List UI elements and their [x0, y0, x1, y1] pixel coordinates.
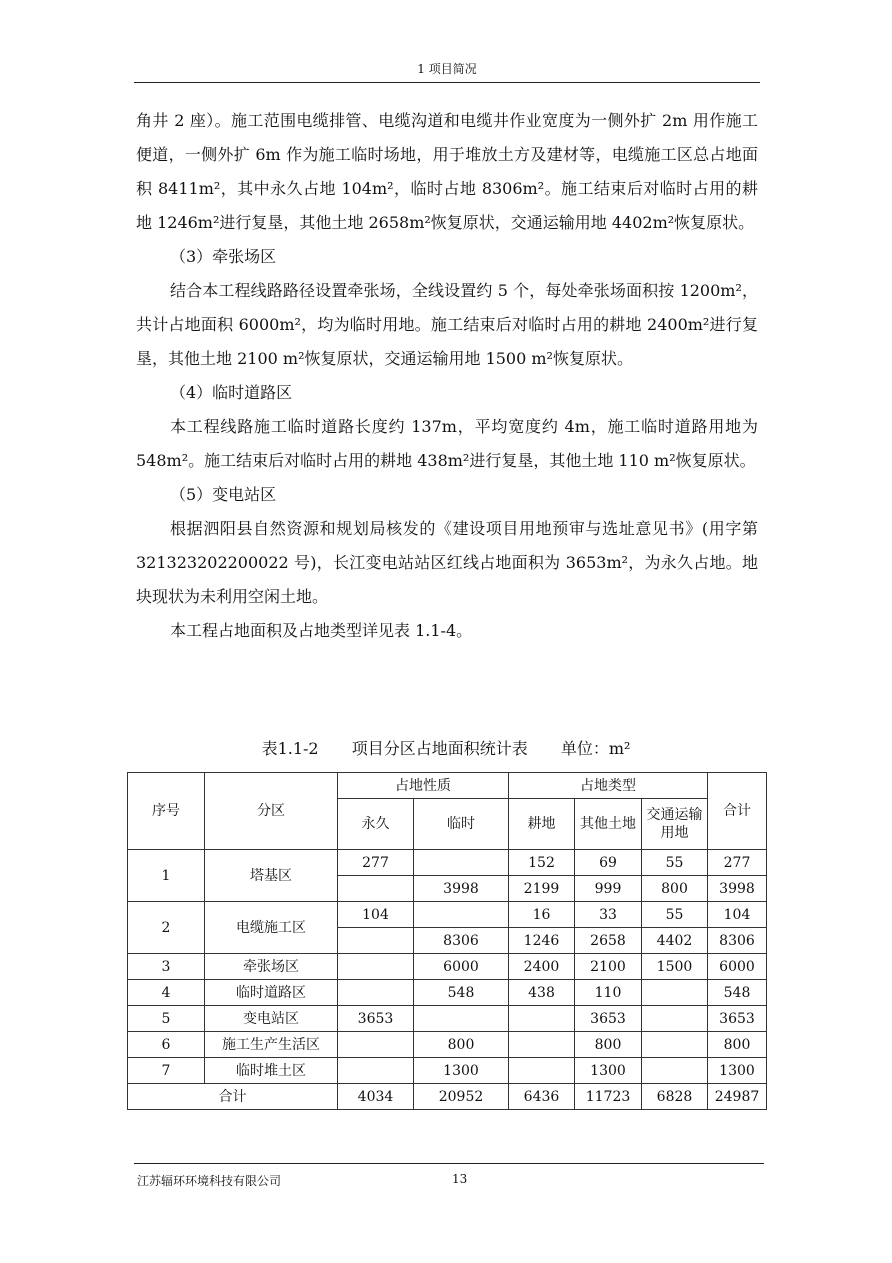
cell-perm: [338, 876, 414, 902]
cell-perm: [338, 928, 414, 954]
cell-index: 6: [128, 1032, 205, 1058]
section-heading-3: （3）牵张场区: [170, 247, 277, 266]
cell-perm: 104: [338, 902, 414, 928]
cell-traffic: 1500: [642, 954, 708, 980]
cell-perm: [338, 1058, 414, 1084]
cell-perm: 277: [338, 850, 414, 876]
cell-other: 33: [575, 902, 642, 928]
cell-traffic: 55: [642, 850, 708, 876]
cell-other: 2100: [575, 954, 642, 980]
cell-other: 11723: [575, 1084, 642, 1110]
cell-other: 110: [575, 980, 642, 1006]
header-other: 其他土地: [575, 799, 642, 850]
cell-traffic: 55: [642, 902, 708, 928]
table-row: [128, 902, 767, 928]
cell-index: 2: [128, 902, 205, 954]
cell-temp: 548: [414, 980, 509, 1006]
cell-traffic: [642, 1058, 708, 1084]
paragraph-6: 本工程占地面积及占地类型详见表 1.1-4。: [170, 621, 473, 640]
cell-total: 277: [708, 850, 767, 876]
cell-perm: [338, 980, 414, 1006]
land-area-table: [127, 772, 767, 1110]
footer-company: 江苏辐环环境科技有限公司: [137, 1174, 282, 1188]
table-row: [128, 980, 767, 1006]
cell-total: 104: [708, 902, 767, 928]
paragraph-3: 结合本工程线路路径设置牵张场，全线设置约 5 个，每处牵张场面积按 1200m²，共计占地面积 6000m²，均为临时用地。施工结束后对临时占用的耕地 2400m²进行复垦，其他土地 2100 m²恢复原状，交通运输用地 1500 m²恢复原状。: [136, 281, 758, 368]
header-farm: 耕地: [509, 799, 575, 850]
table-row: [128, 1032, 767, 1058]
cell-other: 2658: [575, 928, 642, 954]
table-row: [128, 1058, 767, 1084]
header-traffic: 交通运输用地: [642, 799, 708, 850]
header-type: 占地类型: [509, 773, 708, 799]
cell-farm: 16: [509, 902, 575, 928]
cell-total-label: 合计: [128, 1084, 338, 1110]
cell-zone: 变电站区: [205, 1006, 338, 1032]
cell-index: 4: [128, 980, 205, 1006]
cell-perm: 4034: [338, 1084, 414, 1110]
section-heading-5: （5）变电站区: [170, 485, 277, 504]
cell-zone: 临时道路区: [205, 980, 338, 1006]
cell-traffic: 4402: [642, 928, 708, 954]
cell-other: 800: [575, 1032, 642, 1058]
cell-total: 800: [708, 1032, 767, 1058]
table-row: [128, 954, 767, 980]
table-caption: [126, 736, 766, 759]
cell-farm: 438: [509, 980, 575, 1006]
cell-temp: [414, 902, 509, 928]
cell-farm: [509, 1032, 575, 1058]
footer-rule: [134, 1163, 764, 1164]
cell-zone: 电缆施工区: [205, 902, 338, 954]
table-row: [128, 1006, 767, 1032]
header-nature: 占地性质: [338, 773, 509, 799]
caption-number: 表1.1-2: [261, 739, 319, 758]
cell-other: 1300: [575, 1058, 642, 1084]
header-temp: 临时: [414, 799, 509, 850]
cell-temp: 1300: [414, 1058, 509, 1084]
cell-farm: 152: [509, 850, 575, 876]
cell-zone: 牵张场区: [205, 954, 338, 980]
paragraph-5: 根据泗阳县自然资源和规划局核发的《建设项目用地预审与选址意见书》(用字第 321323202200022 号)，长江变电站站区红线占地面积为 3653m²，为永久占地。地块现状为未利用空闲土地。: [136, 519, 758, 606]
cell-temp: 6000: [414, 954, 509, 980]
cell-index: 3: [128, 954, 205, 980]
cell-total: 3653: [708, 1006, 767, 1032]
cell-total: 24987: [708, 1084, 767, 1110]
cell-index: 1: [128, 850, 205, 902]
cell-total: 3998: [708, 876, 767, 902]
cell-traffic: 6828: [642, 1084, 708, 1110]
cell-farm: [509, 1058, 575, 1084]
cell-index: 7: [128, 1058, 205, 1084]
cell-temp: [414, 1006, 509, 1032]
cell-temp: [414, 850, 509, 876]
caption-unit: 单位：m²: [560, 739, 631, 758]
cell-temp: 8306: [414, 928, 509, 954]
cell-farm: 2400: [509, 954, 575, 980]
header-total: 合计: [708, 773, 767, 850]
cell-farm: 1246: [509, 928, 575, 954]
page-header: 1 项目简况: [417, 62, 477, 76]
cell-total: 8306: [708, 928, 767, 954]
cell-temp: 800: [414, 1032, 509, 1058]
cell-perm: 3653: [338, 1006, 414, 1032]
cell-other: 999: [575, 876, 642, 902]
cell-zone: 塔基区: [205, 850, 338, 902]
table-header-row: [128, 773, 767, 799]
cell-traffic: 800: [642, 876, 708, 902]
paragraph-4: 本工程线路施工临时道路长度约 137m，平均宽度约 4m，施工临时道路用地为 548m²。施工结束后对临时占用的耕地 438m²进行复垦，其他土地 110 m²恢复原状。: [136, 417, 758, 470]
caption-title: 项目分区占地面积统计表: [351, 739, 528, 758]
cell-perm: [338, 954, 414, 980]
table-total-row: [128, 1084, 767, 1110]
cell-traffic: [642, 1006, 708, 1032]
cell-index: 5: [128, 1006, 205, 1032]
header-perm: 永久: [338, 799, 414, 850]
page-number: 13: [452, 1172, 468, 1186]
cell-total: 548: [708, 980, 767, 1006]
cell-farm: [509, 1006, 575, 1032]
cell-temp: 3998: [414, 876, 509, 902]
header-index: 序号: [128, 773, 205, 850]
cell-traffic: [642, 980, 708, 1006]
paragraph-1: 角井 2 座）。施工范围电缆排管、电缆沟道和电缆井作业宽度为一侧外扩 2m 用作施工便道，一侧外扩 6m 作为施工临时场地，用于堆放土方及建材等，电缆施工区总占地面积 8411m²，其中永久占地 104m²，临时占地 8306m²。施工结束后对临时占用的耕地 1246m²进行复垦，其他土地 2658m²恢复原状，交通运输用地 4402m²恢复原状。: [136, 111, 758, 232]
section-heading-4: （4）临时道路区: [170, 383, 293, 402]
cell-perm: [338, 1032, 414, 1058]
table-row: [128, 850, 767, 876]
cell-farm: 6436: [509, 1084, 575, 1110]
cell-other: 3653: [575, 1006, 642, 1032]
header-rule: [134, 82, 760, 83]
cell-total: 6000: [708, 954, 767, 980]
body-text: [136, 104, 758, 648]
cell-zone: 施工生产生活区: [205, 1032, 338, 1058]
cell-other: 69: [575, 850, 642, 876]
cell-temp: 20952: [414, 1084, 509, 1110]
header-zone: 分区: [205, 773, 338, 850]
cell-zone: 临时堆土区: [205, 1058, 338, 1084]
cell-farm: 2199: [509, 876, 575, 902]
cell-total: 1300: [708, 1058, 767, 1084]
cell-traffic: [642, 1032, 708, 1058]
